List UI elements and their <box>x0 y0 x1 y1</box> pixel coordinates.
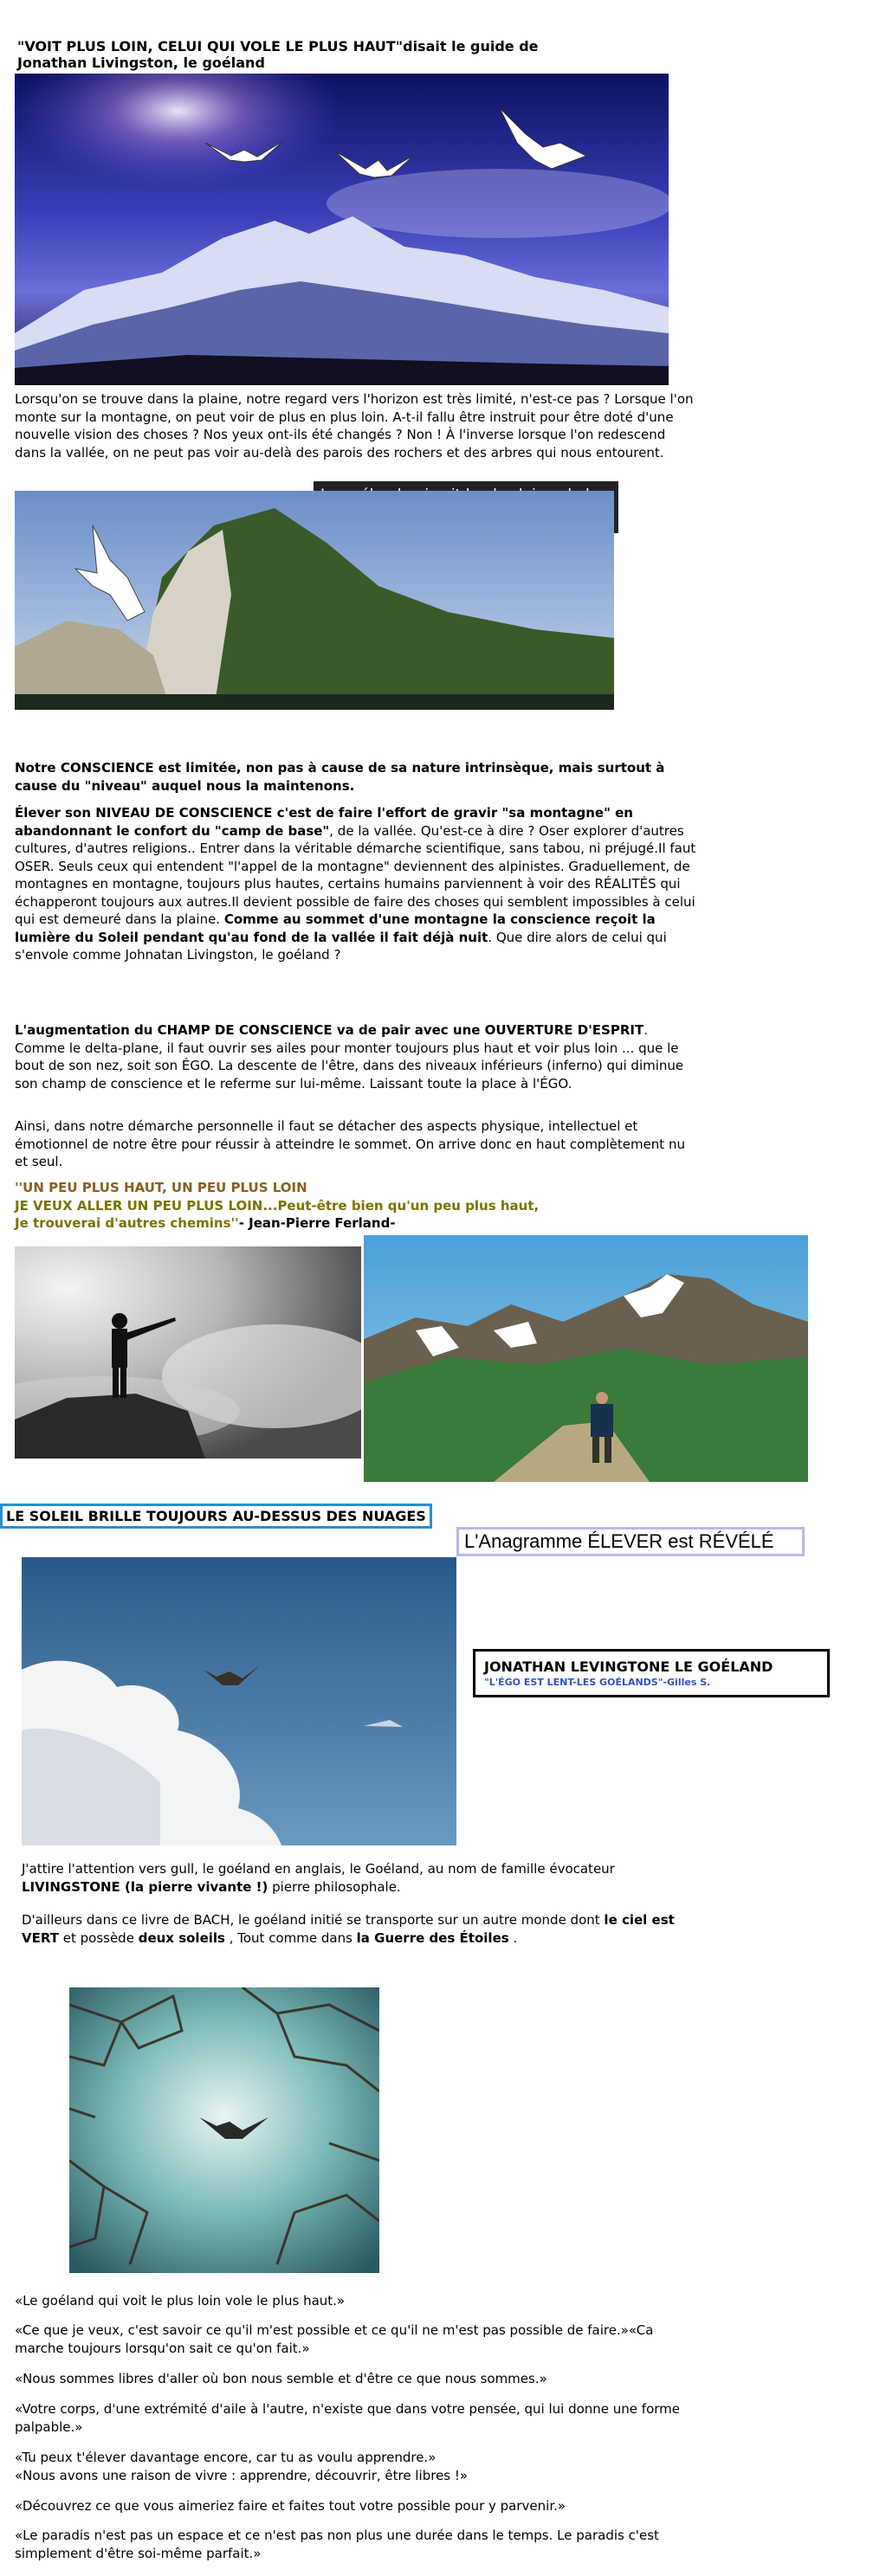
page-title-line-1: "VOIT PLUS LOIN, CELUI QUI VOLE LE PLUS HAUT"disait le guide de <box>17 38 539 55</box>
para2-bold-2: Comme au sommet d'une montagne la conscience reçoit la lumière du Soleil pendant qu'au fond de la vallée il fait déjà nuit <box>15 911 656 945</box>
livingstone-paragraph <box>22 1860 680 1896</box>
bird-net-image <box>69 1987 379 2273</box>
para6-bold-1: le ciel est VERT <box>22 1912 675 1946</box>
anagramme-box: L'Anagramme ÉLEVER est RÉVÉLÉ <box>456 1527 805 1556</box>
para6-text-1: D'ailleurs dans ce livre de BACH, le goéland initié se transporte sur un autre monde dont <box>22 1912 605 1928</box>
para6-text-4: . <box>508 1929 518 1946</box>
man-pointing-image <box>15 1246 361 1459</box>
ferland-line-1: ''UN PEU PLUS HAUT, UN PEU PLUS LOIN <box>15 1180 307 1195</box>
ferland-line-3: Je trouverai d'autres chemins'' <box>15 1215 239 1231</box>
jonathan-levingtone-box <box>473 1649 830 1697</box>
para3-text-1: . Comme le delta-plane, il faut ouvrir ses ailes pour monter toujours plus haut et voir plus loin ... que le bout de son nez, soit son ÉGO. La descente de l'être, dans des niveaux inférieurs (inferno) qui diminue son champ de conscience et le referme sur lui-même. Laissant toute la place à l'ÉGO. <box>15 1022 684 1092</box>
cliff-seagull-image <box>15 491 614 710</box>
para3-bold-1: L'augmentation du CHAMP DE CONSCIENCE va de pair avec une OUVERTURE D'ESPRIT <box>15 1022 644 1038</box>
quote-4: «Votre corps, d'une extrémité d'aile à l'autre, n'existe que dans votre pensée, qui lui donne une forme palpable.» <box>15 2401 681 2435</box>
para5-text-1: J'attire l'attention vers gull, le goéland en anglais, le Goéland, au nom de famille évocateur <box>22 1861 615 1877</box>
ferland-line-2: JE VEUX ALLER UN PEU PLUS LOIN...Peut-être bien qu'un peu plus haut, <box>15 1197 540 1214</box>
quote-6: «Nous avons une raison de vivre : apprendre, découvrir, être libres !» <box>15 2468 469 2483</box>
para6-bold-2: deux soleils <box>138 1929 225 1946</box>
soleil-caption: LE SOLEIL BRILLE TOUJOURS AU-DESSUS DES NUAGES <box>0 1504 432 1529</box>
para2-bold-1: Élever son NIVEAU DE CONSCIENCE c'est de faire l'effort de gravir "sa montagne" en abandonnant le confort du "camp de base" <box>15 805 633 839</box>
para6-text-3: , Tout comme dans <box>224 1929 357 1946</box>
para2-text-1: , de la vallée. Qu'est-ce à dire ? Oser explorer d'autres cultures, d'autres religions.. Entrer dans la véritable démarche scientifique, sans tabou, ni préjugé.Il faut OSER. Seuls ceux qui entendent "l'appel de la montagne" deviennent des alpinistes. Graduellement, de montagnes en montagne, toujours plus hautes, certains humains parviennent à voir des RÉALITÉS qui échapperont toujours aux autres.Il devient possible de faire des choses qui semblent impossibles à celui qui est demeuré dans la plaine. <box>15 822 696 927</box>
para6-bold-3: la Guerre des Étoiles <box>356 1929 509 1946</box>
para2-text-2: . Que dire alors de celui qui s'envole comme Johnatan Livingston, le goéland ? <box>15 929 667 963</box>
page-title-line-2: Jonathan Livingston, le goéland <box>17 55 265 71</box>
para6-text-2: et possède <box>58 1929 139 1946</box>
demarche-paragraph: Ainsi, dans notre démarche personnelle il faut se détacher des aspects physique, intellectuel et émotionnel de notre être pour réussir à atteindre le sommet. On arrive donc en haut complètement nu et seul. <box>15 1118 685 1169</box>
bach-paragraph <box>22 1911 680 1947</box>
intro-paragraph: Lorsqu'on se trouve dans la plaine, notre regard vers l'horizon est très limité, n'est-ce pas ? Lorsque l'on monte sur la montagne, on peut voir de plus en plus loin. A-t-il fallu être instruit pour être doté d'une nouvelle vision des choses ? Nos yeux ont-ils été changés ? Non ! À l'inverse lorsque l'on redescend dans la vallée, on ne peut pas voir au-delà des parois des rochers et des arbres qui nous entourent. <box>15 391 694 460</box>
hiker-mountains-image <box>364 1235 808 1482</box>
quote-8: «Le paradis n'est pas un espace et ce n'est pas non plus une durée dans le temps. Le paradis c'est simplement d'être soi-même parfait.» <box>15 2528 659 2561</box>
seagull-sky-image <box>22 1557 456 1845</box>
conscience-statement: Notre CONSCIENCE est limitée, non pas à cause de sa nature intrinsèque, mais surtout à cause du "niveau" auquel nous la maintenons. <box>15 760 665 794</box>
quote-2: «Ce que je veux, c'est savoir ce qu'il m'est possible et ce qu'il ne m'est pas possible de faire.»«Ca marche toujours lorsqu'on sait ce qu'on fait.» <box>15 2322 654 2356</box>
niveau-conscience-paragraph <box>15 804 699 964</box>
ferland-quote <box>15 1179 708 1233</box>
ferland-author: - Jean-Pierre Ferland- <box>238 1215 396 1231</box>
para5-bold: LIVINGSTONE (la pierre vivante !) <box>22 1878 268 1895</box>
quote-7: «Découvrez ce que vous aimeriez faire et faites tout votre possible pour y parvenir.» <box>15 2498 566 2514</box>
mountain-seagulls-image <box>15 74 669 385</box>
quote-1: «Le goéland qui voit le plus loin vole le plus haut.» <box>15 2293 346 2309</box>
quote-5: «Tu peux t'élever davantage encore, car tu as voulu apprendre.» <box>15 2450 437 2465</box>
quote-3: «Nous sommes libres d'aller où bon nous semble et d'être ce que nous sommes.» <box>15 2371 547 2386</box>
para5-text-2: pierre philosophale. <box>268 1878 401 1895</box>
jl-subtitle: "L'ÉGO EST LENT-LES GOÉLANDS"-Gilles S. <box>484 1677 711 1688</box>
champ-conscience-paragraph <box>15 1021 699 1092</box>
jl-title: JONATHAN LEVINGTONE LE GOÉLAND <box>484 1658 773 1675</box>
